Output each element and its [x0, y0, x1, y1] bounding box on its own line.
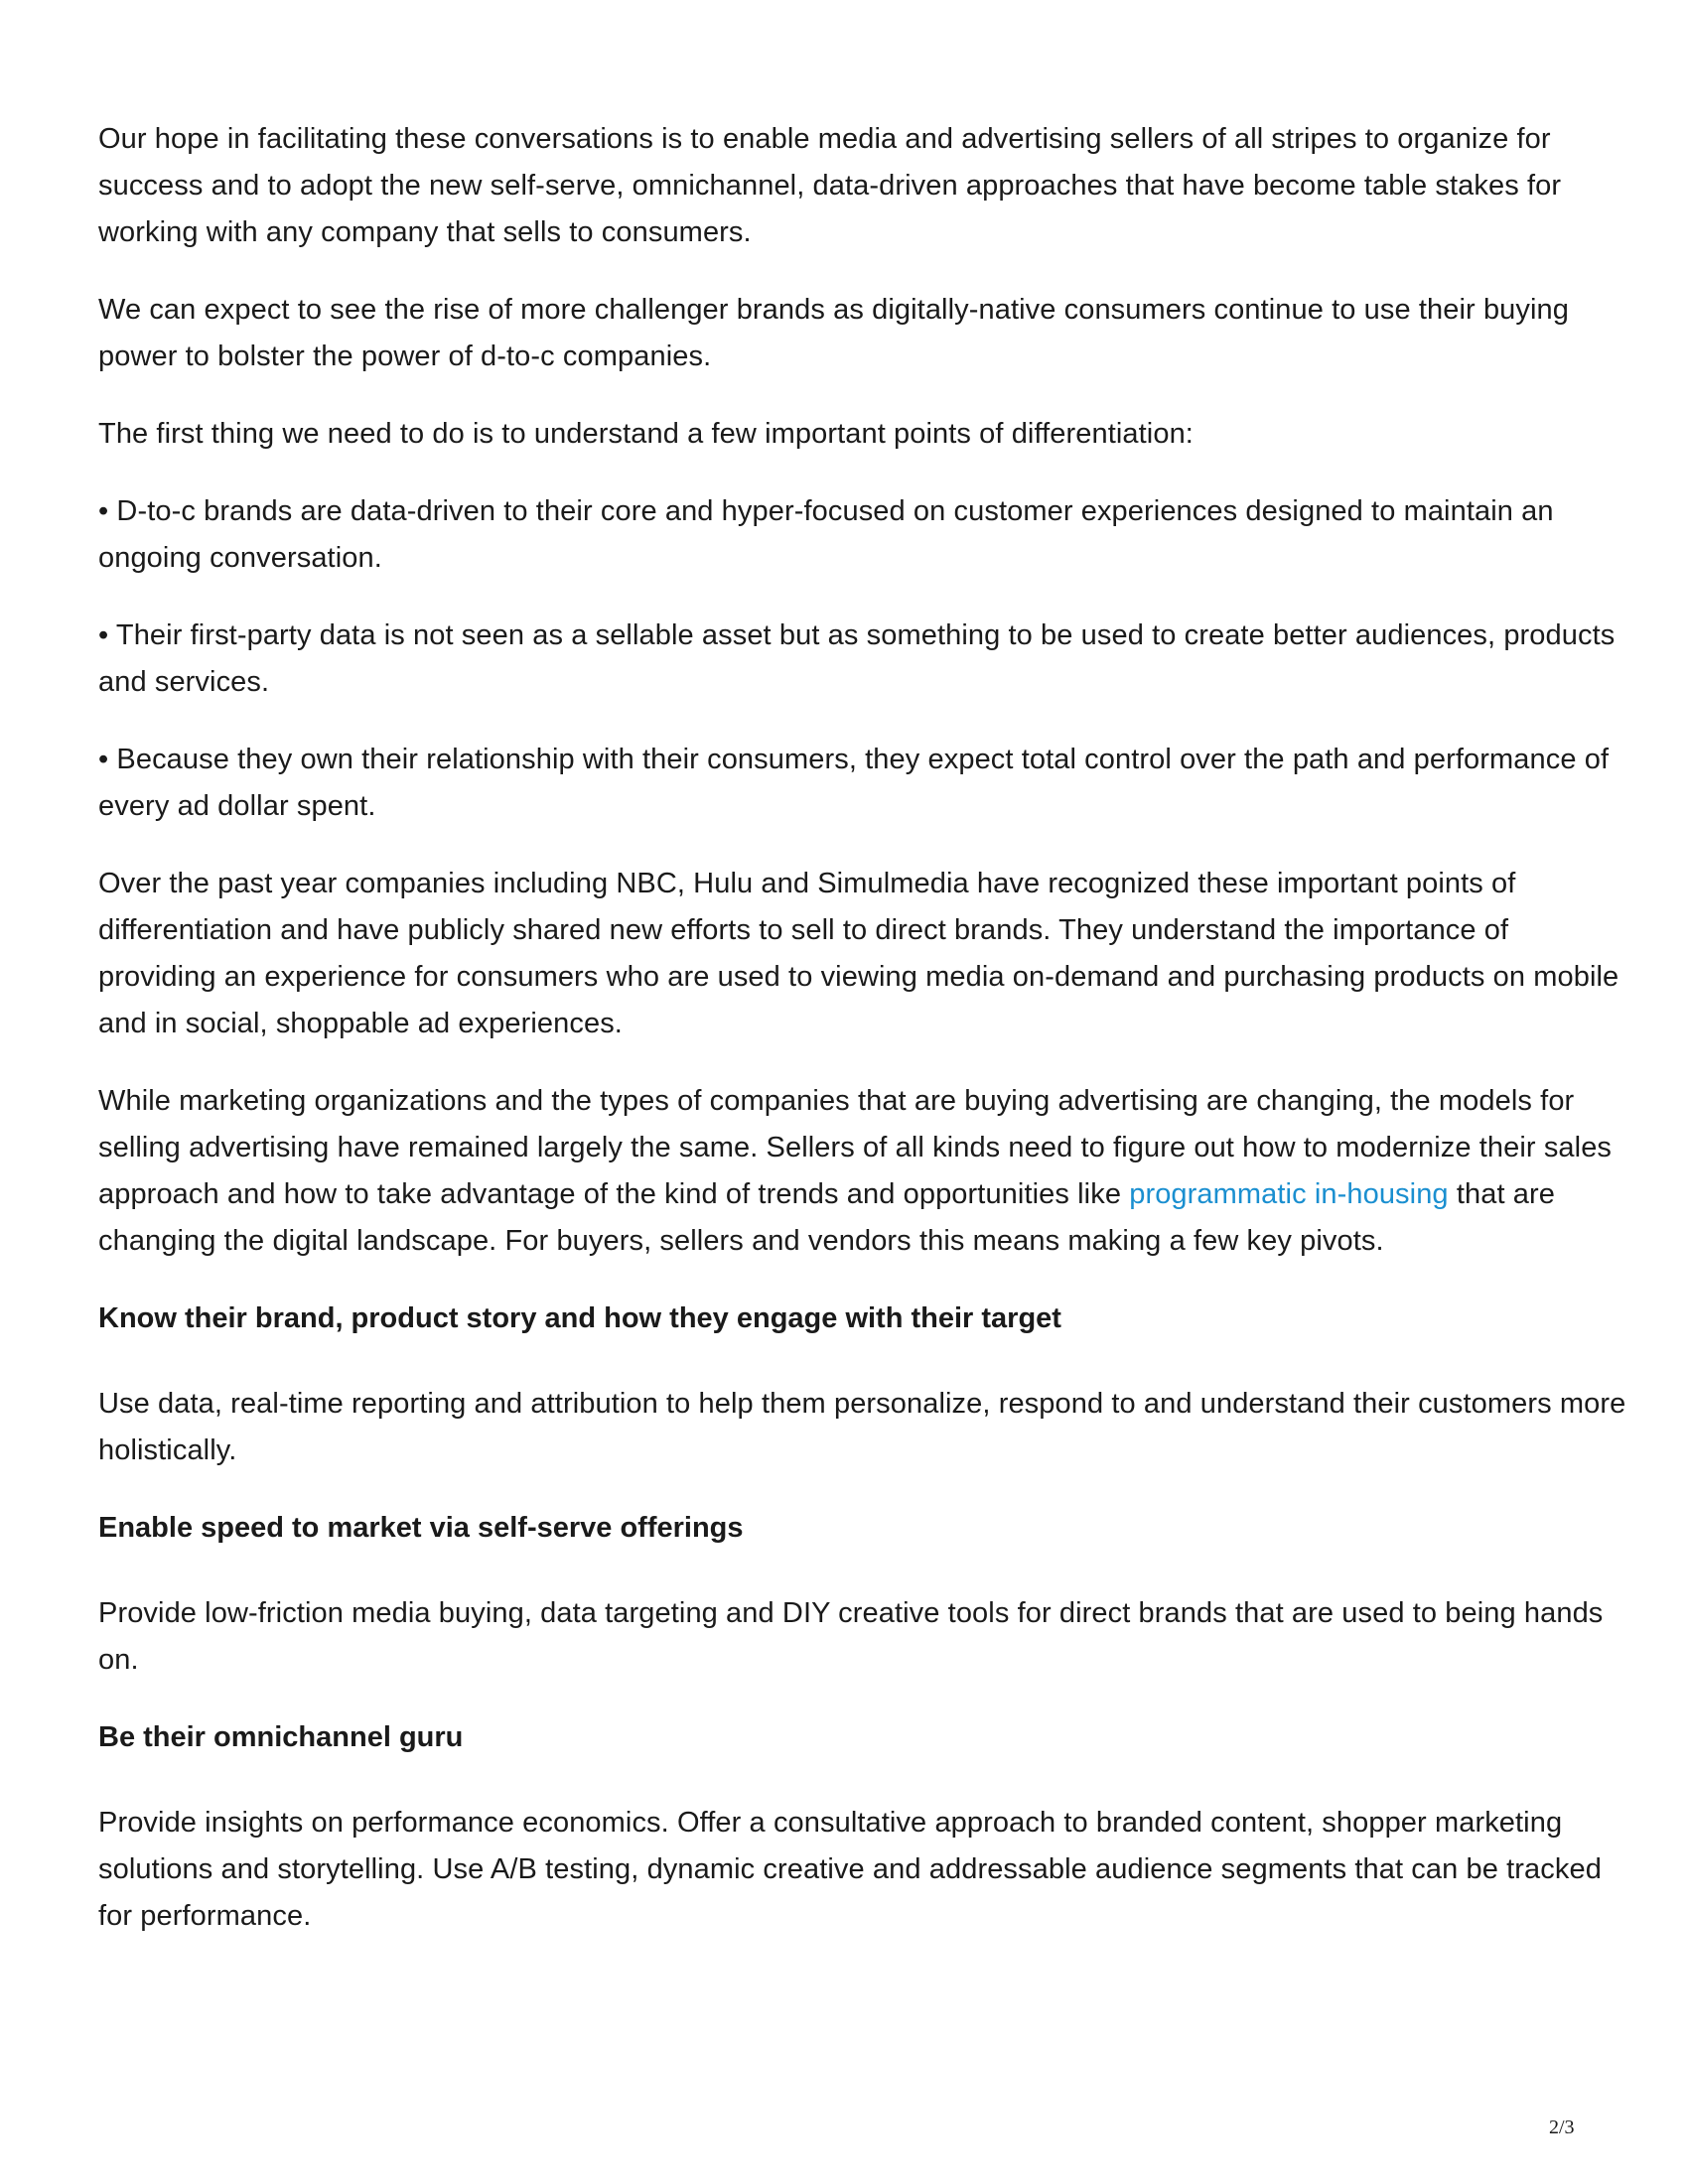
section-heading-brand-story: Know their brand, product story and how they engage with their target [98, 1302, 1061, 1334]
paragraph-intro: Our hope in facilitating these conversations is to enable media and advertising sellers of all stripes to organize for success and to adopt the new self-serve, omnichannel, data-driven approaches that have become table stakes for working with any company that sells to consumers. [98, 123, 1562, 248]
bullet-total-control: • Because they own their relationship with their consumers, they expect total control over the path and performance of every ad dollar spent. [98, 744, 1610, 822]
paragraph-selling-models [98, 1078, 1627, 1265]
page-number: 2/3 [1549, 2116, 1575, 2138]
paragraph-past-year: Over the past year companies including NBC, Hulu and Simulmedia have recognized these important points of differentiation and have publicly shared new efforts to sell to direct brands. They understand the importance of providing an experience for consumers who are used to viewing media on-demand and purchasing products on mobile and in social, shoppable ad experiences. [98, 868, 1619, 1039]
section-heading-speed-to-market: Enable speed to market via self-serve offerings [98, 1512, 744, 1544]
paragraph-text-before-link: While marketing organizations and the types of companies that are buying advertising are changing, the models for selling advertising have remained largely the same. Sellers of all kinds need to figure out how to modernize their sales approach and how to take advantage of the kind of trends and opportunities like [98, 1085, 1613, 1210]
section-body-brand-story: Use data, real-time reporting and attribution to help them personalize, respond to and understand their customers more holistically. [98, 1388, 1626, 1466]
bullet-first-party-data: • Their first-party data is not seen as a sellable asset but as something to be used to create better audiences, products and services. [98, 619, 1616, 698]
section-heading-omnichannel-guru: Be their omnichannel guru [98, 1721, 464, 1753]
bullet-data-driven: • D-to-c brands are data-driven to their core and hyper-focused on customer experiences designed to maintain an ongoing conversation. [98, 495, 1554, 574]
document-body [98, 116, 1627, 1971]
paragraph-challenger-brands: We can expect to see the rise of more challenger brands as digitally-native consumers continue to use their buying power to bolster the power of d-to-c companies. [98, 294, 1569, 372]
paragraph-differentiation: The first thing we need to do is to understand a few important points of differentiation: [98, 418, 1194, 450]
paragraph-text-after-link: that are changing the digital landscape. For buyers, sellers and vendors this means making a few key pivots. [98, 1178, 1555, 1257]
programmatic-in-housing-link[interactable]: programmatic in-housing [1129, 1178, 1449, 1210]
section-body-speed-to-market: Provide low-friction media buying, data targeting and DIY creative tools for direct brands that are used to being hands on. [98, 1597, 1604, 1676]
section-body-omnichannel-guru: Provide insights on performance economics. Offer a consultative approach to branded content, shopper marketing solutions and storytelling. Use A/B testing, dynamic creative and addressable audience segments that can be tracked for performance. [98, 1807, 1602, 1932]
